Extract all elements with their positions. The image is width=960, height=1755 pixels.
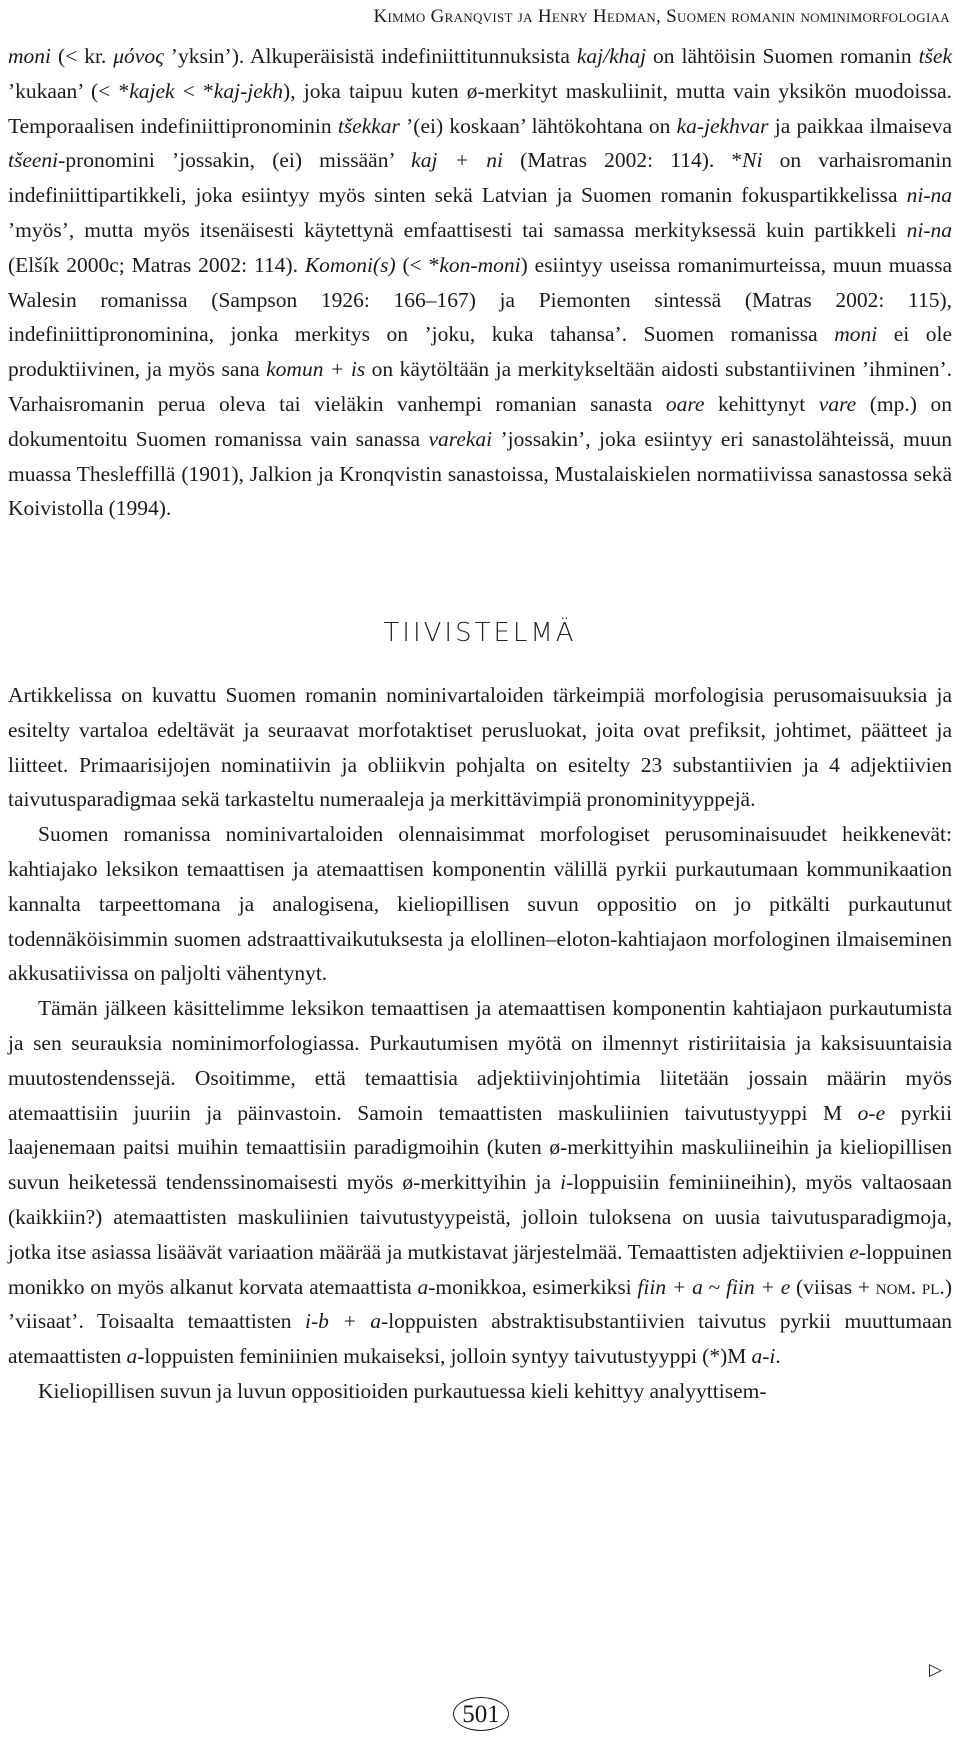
continue-arrow-icon: ▷: [929, 1660, 943, 1680]
summary-paragraph-3: Tämän jälkeen käsittelimme leksikon temaattisen ja atemaattisen komponentin kahtiajaon purkautumista ja sen seurauksia nominimorfologiassa. Purkautumisen myötä on ilmennyt ristiriitaisia ja kaksisuuntaisia muutostendenssejä. Osoitimme, että temaattisia adjektiivinjohtimia liitetään jossain määrin myös atemaattisiin juuriin ja päinvastoin. Samoin temaattisten maskuliinien taivutustyyppi M o-e pyrkii laajenemaan paitsi muihin temaattisiin paradigmoihin (kuten ø-merkittyihin maskuliineihin ja kieliopillisen suvun heiketessä tendenssinomaisesti myös ø-merkittyihin ja i-loppuisiin feminiineihin), myös valtaosaan (kaikkiin?) atemaattisten maskuliinien taivutustyypeistä, jolloin tuloksena on uusia taivutusparadigmoja, jotka itse asiassa lisäävät variaation määrää ja mutkistavat järjestelmää. Temaattisten adjektiivien e-loppuinen monikko on myös alkanut korvata atemaattista a-monikkoa, esimerkiksi fiin + a ~ fiin + e (viisas + nom. pl.) ’viisaat’. Toisaalta temaattisten i-b + a-loppuisten abstraktisubstantiivien taivutus pyrkii muuttumaan atemaattisten a-loppuisten feminiinien mukaiseksi, jolloin syntyy taivutustyyppi (*)M a-i.: [8, 996, 952, 1369]
summary-paragraph-1: Artikkelissa on kuvattu Suomen romanin nominivartaloiden tärkeimpiä morfologisia perusomaisuuksia ja esitelty vartaloa edeltävät ja seuraavat morfotaktiset perusluokat, joita ovat prefiksit, johtimet, päätteet ja liitteet. Primaarisijojen nominatiivin ja obliikvin pohjalta on esitelty 23 substantiivien ja 4 adjektiivien taivutusparadigmaa sekä tarkasteltu numeraaleja ja merkittävimpiä pronominityyppejä.: [8, 683, 952, 812]
summary-paragraph-4: Kieliopillisen suvun ja luvun oppositioiden purkautuessa kieli kehittyy analyyttisem-: [38, 1378, 767, 1403]
summary-paragraph-2: Suomen romanissa nominivartaloiden olennaisimmat morfologiset perusominaisuudet heikkenevät: kahtiajako leksikon temaattisen ja atemaattisen komponentin välillä pyrkii purkautumaan kommunikaation kannalta tarpeettomana ja analogisena, kieliopillisen suvun oppositio on jo pitkälti purkautunut todennäköisimmin suomen adstraattivaikutuksesta ja elollinen–eloton-kahtiajaon morfologinen ilmaiseminen akkusatiivissa on paljolti vähentynyt.: [8, 822, 952, 986]
running-head: Kimmo Granqvist ja Henry Hedman, Suomen romanin nominimorfologiaa: [373, 6, 950, 27]
paragraph-moni-etymology: moni (< kr. μόνος ’yksin’). Alkuperäisistä indefiniittitunnuksista kaj/khaj on lähtöisin Suomen romanin tšek ’kukaan’ (< *kajek < *kaj-jekh), joka taipuu kuten ø-merkityt maskuliinit, mutta vain yksikön muodoissa. Temporaalisen indefiniittipronominin tšekkar ’(ei) koskaan’ lähtökohtana on ka-jekhvar ja paikkaa ilmaiseva tšeeni-pronomini ’jossakin, (ei) missään’ kaj + ni (Matras 2002: 114). *Ni on varhaisromanin indefiniittipartikkeli, joka esiintyy myös sinten sekä Latvian ja Suomen romanin fokuspartikkelissa ni-na ’myös’, mutta myös itsenäisesti käytettynä emfaattisesti tai samassa merkityksessä kuin partikkeli ni-na (Elšík 2000c; Matras 2002: 114). Komoni(s) (< *kon-moni) esiintyy useissa romanimurteissa, muun muassa Walesin romanissa (Sampson 1926: 166–167) ja Piemonten sintessä (Matras 2002: 115), indefiniittipronominina, jonka merkitys on ’joku, kuka tahansa’. Suomen romanissa moni ei ole produktiivinen, ja myös sana komun + is on käytöltään ja merkitykseltään aidosti substantiivinen ’ihminen’. Varhaisromanin perua oleva tai vieläkin vanhempi romanian sanasta oare kehittynyt vare (mp.) on dokumentoitu Suomen romanissa vain sanassa varekai ’jossakin’, joka esiintyy eri sanastolähteissä, muun muassa Thesleffillä (1901), Jalkion ja Kronqvistin sanastoissa, Mustalaiskielen normatiivissa sanastossa sekä Koivistolla (1994).: [8, 44, 952, 521]
body-text-top: [8, 39, 952, 526]
body-text-summary: [8, 678, 952, 1409]
section-heading-tiivistelma: TIIVISTELMÄ: [383, 618, 577, 648]
page-number: 501: [453, 1697, 509, 1731]
